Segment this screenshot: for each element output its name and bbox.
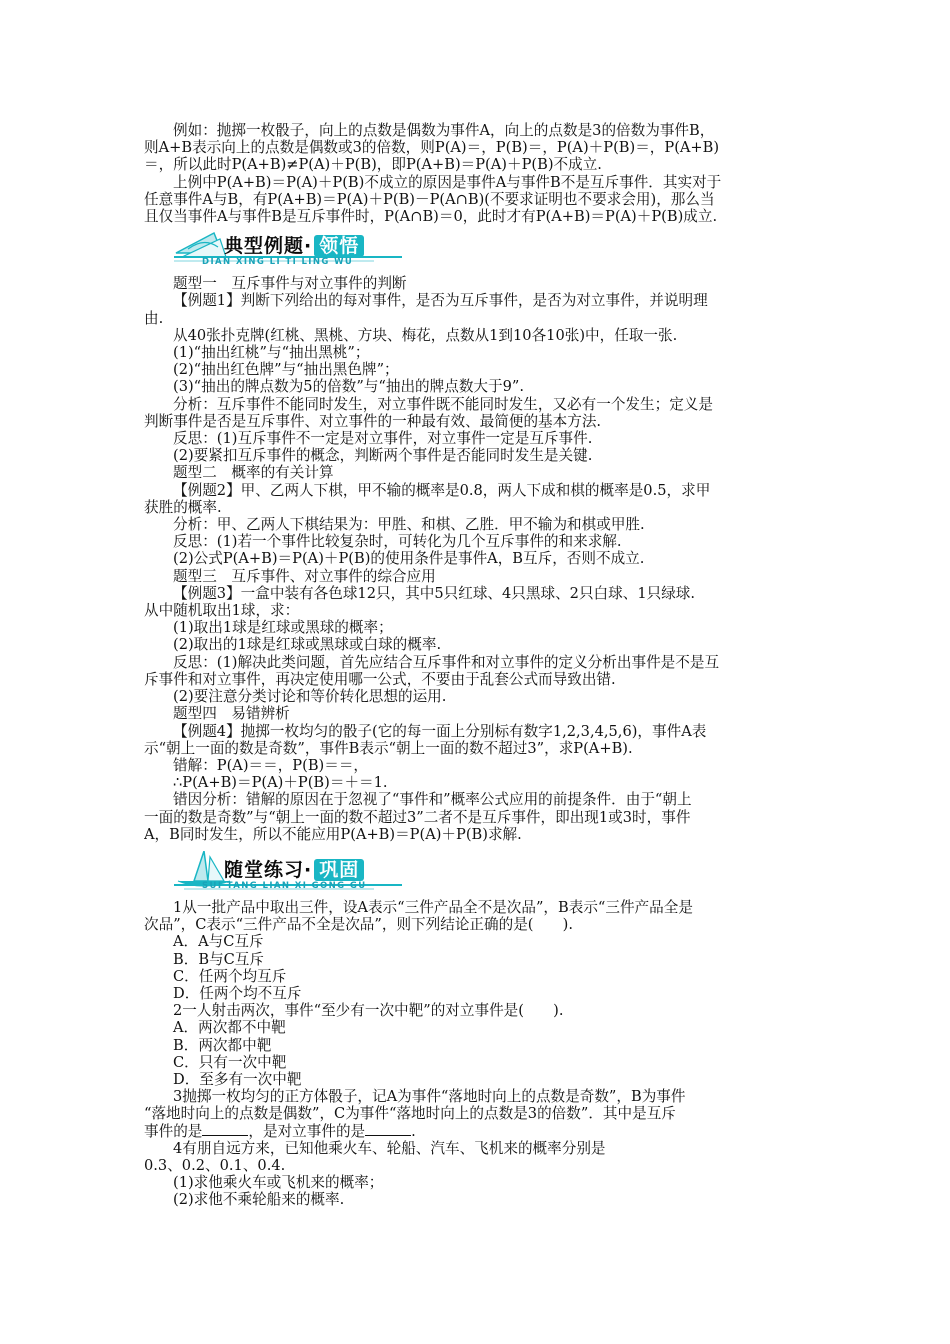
text-line: ∴P(A+B)＝P(A)＋P(B)＝＋＝1.	[173, 774, 388, 792]
question-4: 4有朋自远方来，已知他乘火车、轮船、汽车、飞机来的概率分别是	[173, 1139, 606, 1157]
text-line: 次品”，C表示“三件产品不全是次品”，则下列结论正确的是( ).	[144, 916, 574, 934]
question-2: 2一人射击两次，事件“至少有一次中靶”的对立事件是( ).	[173, 1002, 564, 1020]
option: C．任两个均互斥	[173, 967, 287, 985]
question-3: 3抛掷一枚均匀的正方体骰子，记A为事件“落地时向上的点数是奇数”，B为事件	[173, 1088, 686, 1106]
text-line: 0.3、0.2、0.1、0.4.	[144, 1156, 286, 1174]
text-line: 反思：(1)互斥事件不一定是对立事件，对立事件一定是互斥事件.	[173, 430, 593, 448]
text-line: (1)求他乘火车或飞机来的概率；	[173, 1174, 384, 1192]
section-heading: 题型四 易错辨析	[173, 705, 290, 723]
text-line: 任意事件A与B，有P(A+B)＝P(A)＋P(B)－P(A∩B)(不要求证明也不要求会用)，那么当	[144, 190, 715, 208]
answer-blank[interactable]	[202, 1123, 248, 1136]
answer-blank[interactable]	[365, 1123, 411, 1136]
text-line: 一面的数是奇数”与“朝上一面的数不超过3”二者不是互斥事件，即出现1或3时，事件	[144, 808, 691, 826]
text-line: 错解：P(A)＝＝，P(B)＝＝，	[173, 756, 369, 774]
text-line: 斥事件和对立事件，再决定使用哪一公式，不要由于乱套公式而导致出错.	[144, 670, 616, 688]
text-line: 【例题2】甲、乙两人下棋，甲不输的概率是0.8，两人下成和棋的概率是0.5，求甲	[173, 481, 711, 499]
text-line: 分析：甲、乙两人下棋结果为：甲胜、和棋、乙胜．甲不输为和棋或甲胜.	[173, 516, 645, 534]
text-line: 从中随机取出1球，求：	[144, 602, 300, 620]
text-line: 分析：互斥事件不能同时发生，对立事件既不能同时发生，又必有一个发生；定义是	[173, 395, 713, 413]
text-line: 【例题3】一盒中装有各色球12只，其中5只红球、4只黑球、2只白球、1只绿球.	[173, 584, 696, 602]
section-banner-practice	[174, 851, 404, 897]
text-line: (2)公式P(A+B)＝P(A)＋P(B)的使用条件是事件A，B互斥，否则不成立.	[173, 550, 645, 568]
banner-highlight: 领悟	[314, 235, 364, 257]
text-line: (1)“抽出红桃”与“抽出黑桃”；	[173, 344, 370, 362]
option: A．两次都不中靶	[173, 1019, 286, 1037]
document-content	[144, 122, 814, 1209]
option: A．A与C互斥	[173, 933, 264, 951]
option: D．至多有一次中靶	[173, 1070, 302, 1088]
question-1: 1从一批产品中取出三件，设A表示“三件产品全不是次品”，B表示“三件产品全是	[173, 898, 693, 916]
text-line: 示“朝上一面的数是奇数”，事件B表示“朝上一面的数不超过3”，求P(A+B).	[144, 739, 633, 757]
option: B．两次都中靶	[173, 1036, 272, 1054]
section-banner-typical-examples	[174, 227, 404, 273]
text-line: 反思：(1)若一个事件比较复杂时，可转化为几个互斥事件的和来求解.	[173, 533, 622, 551]
text-line: ＝，所以此时P(A+B)≠P(A)＋P(B)，即P(A+B)＝P(A)＋P(B)不成立.	[144, 156, 602, 174]
option: C．只有一次中靶	[173, 1053, 287, 1071]
text-line: 反思：(1)解决此类问题，首先应结合互斥事件和对立事件的定义分析出事件是不是互	[173, 653, 720, 671]
text-line: (1)取出1球是红球或黑球的概率；	[173, 619, 393, 637]
text-line: 且仅当事件A与事件B是互斥事件时，P(A∩B)＝0，此时才有P(A+B)＝P(A)＋P(B)成立.	[144, 208, 718, 226]
text-line: (2)要紧扣互斥事件的概念，判断两个事件是否能同时发生是关键.	[173, 447, 593, 465]
text-line: 由.	[144, 309, 164, 327]
option: B．B与C互斥	[173, 950, 264, 968]
banner-title: 随堂练习· 巩固	[224, 855, 364, 882]
text-line: 【例题1】判断下列给出的每对事件，是否为互斥事件，是否为对立事件，并说明理	[173, 292, 708, 310]
banner-pinyin: SUI TANG LIAN XI GONG GU	[202, 880, 367, 891]
banner-pinyin: DIAN XING LI TI LING WU	[202, 257, 354, 268]
text-line: (2)求他不乘轮船来的概率.	[173, 1191, 345, 1209]
text-line: 上例中P(A+B)＝P(A)＋P(B)不成立的原因是事件A与事件B不是互斥事件．其实对于	[173, 173, 722, 191]
section-heading: 题型二 概率的有关计算	[173, 464, 334, 482]
text-line: (2)要注意分类讨论和等价转化思想的运用.	[173, 688, 447, 706]
text-line: (2)“抽出红色牌”与“抽出黑色牌”；	[173, 361, 399, 379]
text-line: 从40张扑克牌(红桃、黑桃、方块、梅花，点数从1到10各10张)中，任取一张.	[173, 326, 678, 344]
text-line: A，B同时发生，所以不能应用P(A+B)＝P(A)＋P(B)求解.	[144, 825, 522, 843]
option: D．任两个均不互斥	[173, 984, 302, 1002]
text-line: 获胜的概率.	[144, 498, 222, 516]
text-line: (2)取出的1球是红球或黑球或白球的概率.	[173, 636, 442, 654]
section-heading: 题型三 互斥事件、对立事件的综合应用	[173, 567, 436, 585]
text-line: 错因分析：错解的原因在于忽视了“事件和”概率公式应用的前提条件．由于“朝上	[173, 791, 692, 809]
fill-in-line: 事件的是 ，是对立事件的是 .	[144, 1122, 416, 1140]
banner-title: 典型例题· 领悟	[224, 231, 364, 258]
section-heading: 题型一 互斥事件与对立事件的判断	[173, 275, 407, 293]
text-line: (3)“抽出的牌点数为5的倍数”与“抽出的牌点数大于9”.	[173, 378, 525, 396]
text-line: 则A+B表示向上的点数是偶数或3的倍数，则P(A)＝，P(B)＝，P(A)＋P(B)＝，P(A+B)	[144, 139, 720, 157]
text-line: 【例题4】抛掷一枚均匀的骰子(它的每一面上分别标有数字1,2,3,4,5,6)，事件A表	[173, 722, 707, 740]
text-line: 判断事件是否是互斥事件、对立事件的一种最有效、最简便的基本方法.	[144, 412, 602, 430]
text-line: 例如：抛掷一枚骰子，向上的点数是偶数为事件A，向上的点数是3的倍数为事件B，	[173, 122, 715, 139]
text-line: “落地时向上的点数是偶数”，C为事件“落地时向上的点数是3的倍数”．其中是互斥	[144, 1105, 676, 1123]
banner-highlight: 巩固	[314, 859, 364, 881]
